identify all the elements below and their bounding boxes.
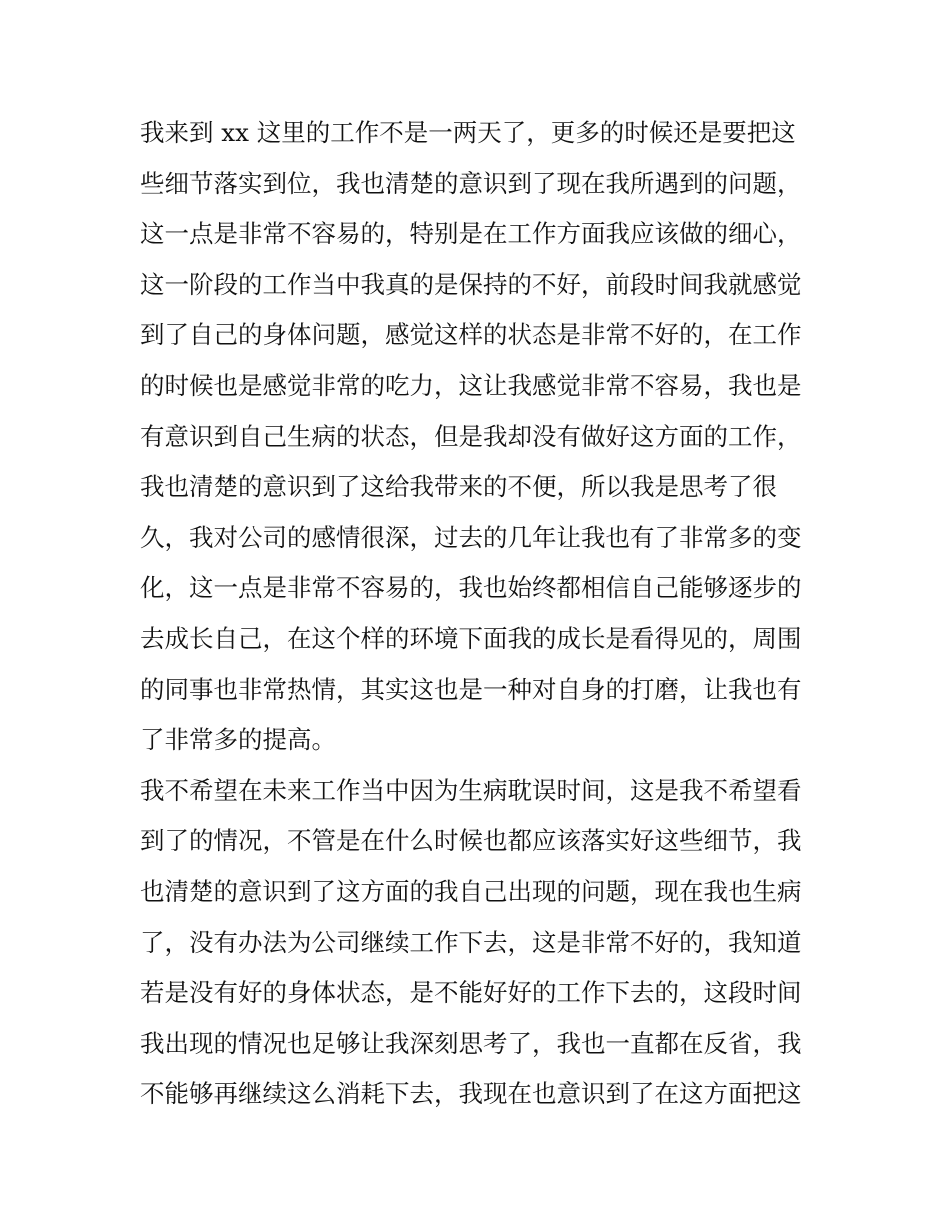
- text-line: 有意识到自己生病的状态，但是我却没有做好这方面的工作，: [140, 421, 802, 451]
- text-line: 不能够再继续这么消耗下去，我现在也意识到了在这方面把这: [140, 1079, 802, 1109]
- text-line: 了非常多的提高。: [140, 725, 336, 755]
- text-line: 久，我对公司的感情很深，过去的几年让我也有了非常多的变: [140, 522, 802, 552]
- text-line: 到了自己的身体问题，感觉这样的状态是非常不好的，在工作: [140, 320, 802, 350]
- text-line: 的时候也是感觉非常的吃力，这让我感觉非常不容易，我也是: [140, 370, 802, 400]
- text-line: 也清楚的意识到了这方面的我自己出现的问题，现在我也生病: [140, 876, 802, 906]
- text-line: 我不希望在未来工作当中因为生病耽误时间，这是我不希望看: [140, 775, 802, 805]
- text-line: 我来到 xx 这里的工作不是一两天了，更多的时候还是要把这: [140, 118, 796, 147]
- text-line: 的同事也非常热情，其实这也是一种对自身的打磨，让我也有: [140, 674, 802, 704]
- document-body: [140, 108, 820, 1120]
- text-line: 了，没有办法为公司继续工作下去，这是非常不好的，我知道: [140, 927, 802, 957]
- text-line: 些细节落实到位，我也清楚的意识到了现在我所遇到的问题，: [140, 168, 802, 198]
- text-line: 去成长自己，在这个样的环境下面我的成长是看得见的，周围: [140, 623, 802, 653]
- text-line: 化，这一点是非常不容易的，我也始终都相信自己能够逐步的: [140, 573, 802, 603]
- text-line: 我也清楚的意识到了这给我带来的不便，所以我是思考了很: [140, 472, 777, 502]
- text-line: 我出现的情况也足够让我深刻思考了，我也一直都在反省，我: [140, 1028, 802, 1058]
- text-line: 这一点是非常不容易的，特别是在工作方面我应该做的细心，: [140, 219, 802, 249]
- text-line: 若是没有好的身体状态，是不能好好的工作下去的，这段时间: [140, 978, 802, 1008]
- text-line: 到了的情况，不管是在什么时候也都应该落实好这些细节，我: [140, 826, 802, 856]
- text-line: 这一阶段的工作当中我真的是保持的不好，前段时间我就感觉: [140, 269, 802, 299]
